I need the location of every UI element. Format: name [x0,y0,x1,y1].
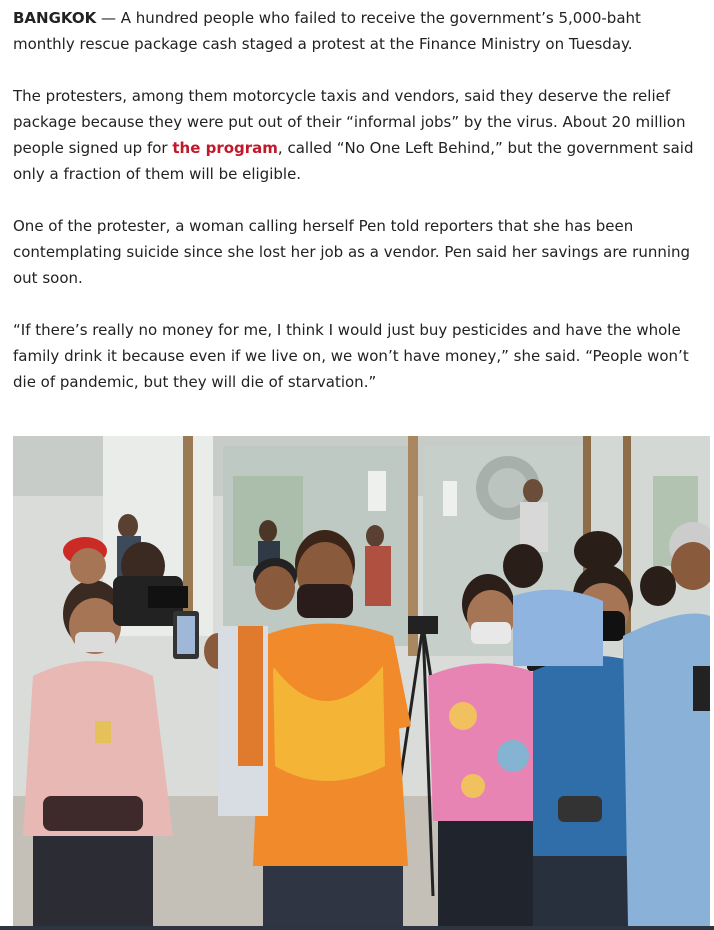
paragraph-3: One of the protester, a woman calling herself Pen told reporters that she has been contemplating suicide since she lost her job as a vendor. Pen said her savings are running out soon. [13,217,691,287]
paragraph-2 [13,83,703,187]
paragraph-1-text: — A hundred people who failed to receive the government’s 5,000-baht monthly rescue package cash staged a protest at the Finance Ministry on Tuesday. [13,9,641,53]
program-link[interactable]: the program [172,139,278,157]
paragraph-4: “If there’s really no money for me, I think I would just buy pesticides and have the whole family drink it because even if we live on, we won’t have money,” she said. “People won’t die of pandemic, but they will die of starvation.” [13,321,689,391]
paragraph-2-text-before: The protesters, among them motorcycle taxis and vendors, said they deserve the relief package because they were put out of their “informal jobs” by the virus. About 20 million people signed up for [13,87,686,157]
protest-photo [13,436,710,926]
paragraph-1 [13,5,703,57]
bottom-edge-bar [0,926,714,930]
paragraph-2-text-after: , called “No One Left Behind,” but the government said only a fraction of them will be eligible. [13,139,694,183]
dateline: BANGKOK [13,9,97,27]
protest-photo-illustration [13,436,710,926]
